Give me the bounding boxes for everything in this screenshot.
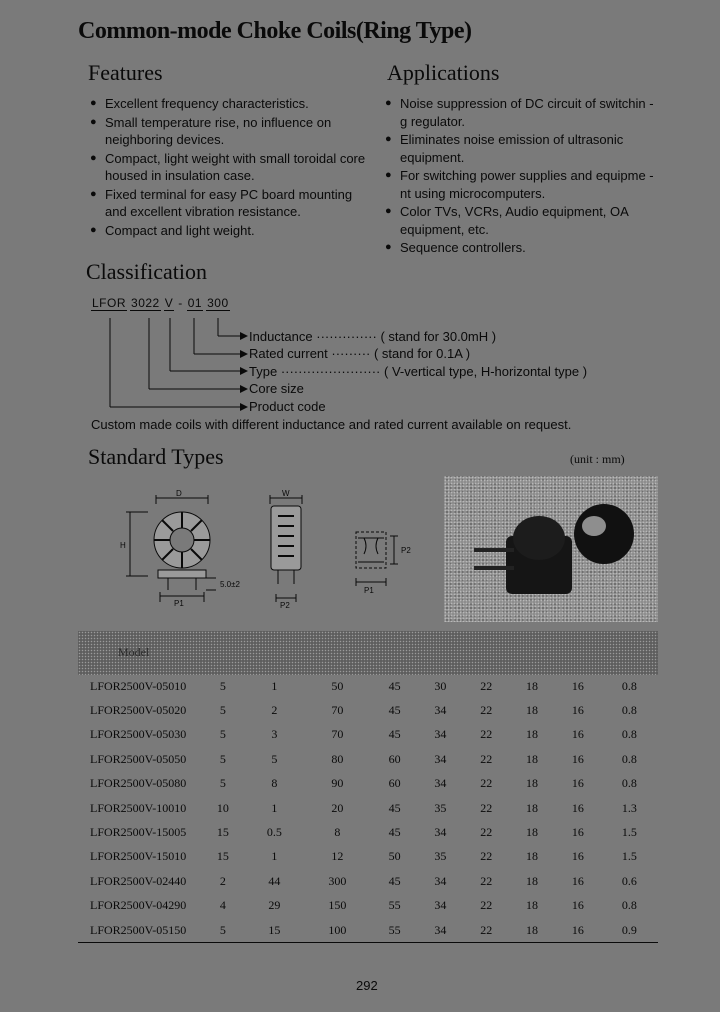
table-cell: 22: [480, 873, 493, 888]
table-cell: 60: [388, 751, 401, 766]
cls-label: Core size: [249, 381, 304, 396]
table-cell: 1: [271, 849, 278, 864]
cls-label: Type: [249, 364, 278, 379]
features-heading: Features: [88, 60, 163, 85]
table-cell: 150: [328, 898, 347, 913]
applications-item: ● Color TVs, VCRs, Audio equipment, OA equipment, etc.: [385, 203, 660, 238]
table-cell: 16: [571, 922, 584, 937]
table-row: [78, 820, 658, 844]
table-cell: 0.5: [266, 825, 282, 840]
table-row: [78, 894, 658, 918]
cls-label: Inductance: [249, 329, 313, 344]
cls-desc: ( stand for 0.1A ): [373, 346, 471, 361]
table-cell: 22: [480, 825, 493, 840]
table-cell: 22: [480, 727, 493, 742]
classification-row: [249, 328, 496, 346]
classification-row: [249, 398, 326, 416]
table-cell: 70: [331, 727, 344, 742]
table-cell-model: LFOR2500V-15005: [90, 825, 187, 840]
table-cell-model: LFOR2500V-05030: [90, 727, 187, 742]
table-cell-model: LFOR2500V-10010: [90, 800, 187, 815]
code-part: LFOR: [92, 296, 127, 310]
classification-row: [249, 345, 470, 363]
table-cell: 10: [216, 800, 229, 815]
table-cell: 45: [388, 678, 401, 693]
cls-leader: ·········: [331, 346, 371, 361]
dim-p2: P2: [280, 601, 290, 610]
table-cell: 18: [526, 751, 539, 766]
applications-item: ● Noise suppression of DC circuit of switchin -g regulator.: [385, 95, 660, 130]
table-cell: 34: [434, 727, 447, 742]
table-cell: 4: [219, 898, 226, 913]
table-row: [78, 796, 658, 820]
table-cell: 16: [571, 825, 584, 840]
classification-row: [249, 380, 304, 398]
table-cell: 18: [526, 922, 539, 937]
table-cell: 0.8: [621, 898, 637, 913]
table-cell: 0.6: [621, 873, 637, 888]
code-part: 300: [207, 296, 229, 310]
table-cell: 0.8: [621, 751, 637, 766]
table-cell: 34: [434, 776, 447, 791]
features-item: ● Fixed terminal for easy PC board mounting and excellent vibration resistance.: [90, 186, 375, 221]
table-cell: 18: [526, 825, 539, 840]
table-cell: 2: [219, 873, 226, 888]
table-cell: 18: [526, 873, 539, 888]
table-cell: 0.8: [621, 703, 637, 718]
cls-desc: ( stand for 30.0mH ): [380, 329, 497, 344]
classification-note: Custom made coils with different inductance and rated current available on request.: [91, 417, 572, 432]
spec-table: [78, 674, 658, 942]
table-cell: 22: [480, 800, 493, 815]
features-item: ● Excellent frequency characteristics.: [90, 95, 375, 113]
table-cell: 5: [219, 922, 226, 937]
table-cell: 5: [271, 751, 278, 766]
table-row: [78, 869, 658, 893]
table-cell: 18: [526, 678, 539, 693]
dim-w: W: [282, 490, 290, 498]
table-cell: 16: [571, 703, 584, 718]
table-cell: 22: [480, 703, 493, 718]
table-cell-model: LFOR2500V-02440: [90, 873, 187, 888]
table-cell: 0.8: [621, 776, 637, 791]
table-cell: 15: [216, 849, 229, 864]
spec-table-body: [78, 674, 658, 942]
table-cell: 80: [331, 751, 344, 766]
code-part: -: [178, 296, 183, 310]
table-row: [78, 772, 658, 796]
table-bottom-rule: [78, 942, 658, 943]
table-cell: 15: [268, 922, 281, 937]
dim-d: D: [176, 490, 182, 498]
table-cell: 45: [388, 800, 401, 815]
table-cell: 16: [571, 849, 584, 864]
features-item: ● Compact, light weight with small toroidal core housed in insulation case.: [90, 150, 375, 185]
table-cell: 30: [434, 678, 447, 693]
table-cell: 50: [331, 678, 344, 693]
table-cell: 34: [434, 825, 447, 840]
table-cell: 0.8: [621, 727, 637, 742]
table-cell: 45: [388, 873, 401, 888]
cls-leader: ··············: [316, 329, 377, 344]
table-cell: 16: [571, 776, 584, 791]
cls-desc: ( V-vertical type, H-horizontal type ): [384, 364, 588, 379]
table-row: [78, 845, 658, 869]
applications-item: ● Eliminates noise emission of ultrasonic equipment.: [385, 131, 660, 166]
table-cell: 22: [480, 849, 493, 864]
code-part: 3022: [131, 296, 160, 310]
code-part: 01: [187, 296, 203, 310]
photo-coils: [444, 476, 658, 622]
cls-leader: ·······················: [280, 364, 381, 379]
table-cell: 1: [271, 800, 278, 815]
table-cell-model: LFOR2500V-05080: [90, 776, 187, 791]
table-row: [78, 723, 658, 747]
part-code: [91, 296, 233, 311]
table-cell-model: LFOR2500V-05010: [90, 678, 187, 693]
table-cell: 16: [571, 800, 584, 815]
table-cell: 18: [526, 849, 539, 864]
applications-item: ● Sequence controllers.: [385, 239, 660, 257]
dim-h: H: [120, 541, 126, 550]
table-cell: 1.5: [621, 849, 637, 864]
table-cell: 15: [216, 825, 229, 840]
table-cell: 22: [480, 776, 493, 791]
table-cell: 18: [526, 776, 539, 791]
table-cell: 5: [219, 751, 226, 766]
unit-label: (unit : mm): [570, 452, 625, 466]
table-cell: 34: [434, 873, 447, 888]
table-cell: 100: [328, 922, 347, 937]
table-cell: 90: [331, 776, 344, 791]
table-cell: 34: [434, 922, 447, 937]
table-cell: 50: [388, 849, 401, 864]
applications-item: ● For switching power supplies and equipme -nt using microcomputers.: [385, 167, 660, 202]
header-model: Model: [118, 645, 150, 659]
table-cell: 18: [526, 800, 539, 815]
table-cell: 16: [571, 751, 584, 766]
dim-p1-schematic: P1: [364, 586, 374, 595]
features-item: ● Compact and light weight.: [90, 222, 375, 240]
table-cell-model: LFOR2500V-15010: [90, 849, 187, 864]
table-cell: 55: [388, 922, 401, 937]
table-row: [78, 747, 658, 771]
cls-label: Rated current: [249, 346, 328, 361]
table-row: [78, 674, 658, 698]
table-cell: 2: [271, 703, 278, 718]
table-cell-model: LFOR2500V-05150: [90, 922, 187, 937]
table-cell: 8: [334, 825, 341, 840]
table-header: [78, 631, 658, 675]
dim-p1: P1: [174, 599, 184, 608]
table-cell: 5: [219, 776, 226, 791]
table-cell: 5: [219, 678, 226, 693]
table-cell: 1.3: [621, 800, 637, 815]
standard-types-heading: Standard Types: [88, 444, 224, 469]
code-part: V: [164, 296, 174, 310]
table-cell: 16: [571, 873, 584, 888]
table-cell: 45: [388, 825, 401, 840]
table-cell: 8: [271, 776, 278, 791]
table-cell: 18: [526, 898, 539, 913]
table-cell: 300: [328, 873, 347, 888]
table-cell: 60: [388, 776, 401, 791]
page-number: 292: [356, 978, 378, 993]
table-cell: 45: [388, 703, 401, 718]
table-cell: 70: [331, 703, 344, 718]
applications-list: [385, 95, 660, 258]
table-cell: 3: [271, 727, 278, 742]
table-cell: 22: [480, 678, 493, 693]
table-cell: 18: [526, 703, 539, 718]
table-row: [78, 698, 658, 722]
table-cell: 34: [434, 751, 447, 766]
classification-heading: Classification: [86, 259, 207, 284]
table-cell: 16: [571, 678, 584, 693]
table-cell: 44: [268, 873, 281, 888]
table-cell: 45: [388, 727, 401, 742]
features-item: ● Small temperature rise, no influence on neighboring devices.: [90, 114, 375, 149]
product-photo: [444, 476, 658, 622]
cls-label: Product code: [249, 399, 326, 414]
dim-p2-schematic: P2: [401, 546, 411, 555]
table-cell: 34: [434, 898, 447, 913]
table-cell: 16: [571, 898, 584, 913]
table-cell: 12: [331, 849, 344, 864]
table-cell: 22: [480, 751, 493, 766]
table-cell-model: LFOR2500V-05050: [90, 751, 187, 766]
table-cell: 22: [480, 898, 493, 913]
dimension-drawings: [118, 490, 418, 610]
table-cell: 16: [571, 727, 584, 742]
applications-heading: Applications: [387, 60, 500, 85]
classification-connector-lines: [100, 312, 250, 414]
table-cell: 35: [434, 800, 447, 815]
table-cell: 0.8: [621, 678, 637, 693]
table-cell-model: LFOR2500V-05020: [90, 703, 187, 718]
table-cell: 5: [219, 727, 226, 742]
table-cell: 29: [268, 898, 281, 913]
table-cell: 35: [434, 849, 447, 864]
table-cell: 20: [331, 800, 344, 815]
table-cell: 22: [480, 922, 493, 937]
table-cell: 18: [526, 727, 539, 742]
table-cell: 34: [434, 703, 447, 718]
classification-row: [249, 363, 587, 381]
table-row: [78, 918, 658, 942]
table-cell: 1.5: [621, 825, 637, 840]
table-cell: 55: [388, 898, 401, 913]
table-cell: 5: [219, 703, 226, 718]
dim-lead: 5.0±2: [220, 580, 240, 589]
table-cell: 1: [271, 678, 278, 693]
features-list: [90, 95, 375, 240]
table-cell: 0.9: [621, 922, 637, 937]
table-cell-model: LFOR2500V-04290: [90, 898, 187, 913]
page-title: Common-mode Choke Coils(Ring Type): [78, 18, 472, 44]
